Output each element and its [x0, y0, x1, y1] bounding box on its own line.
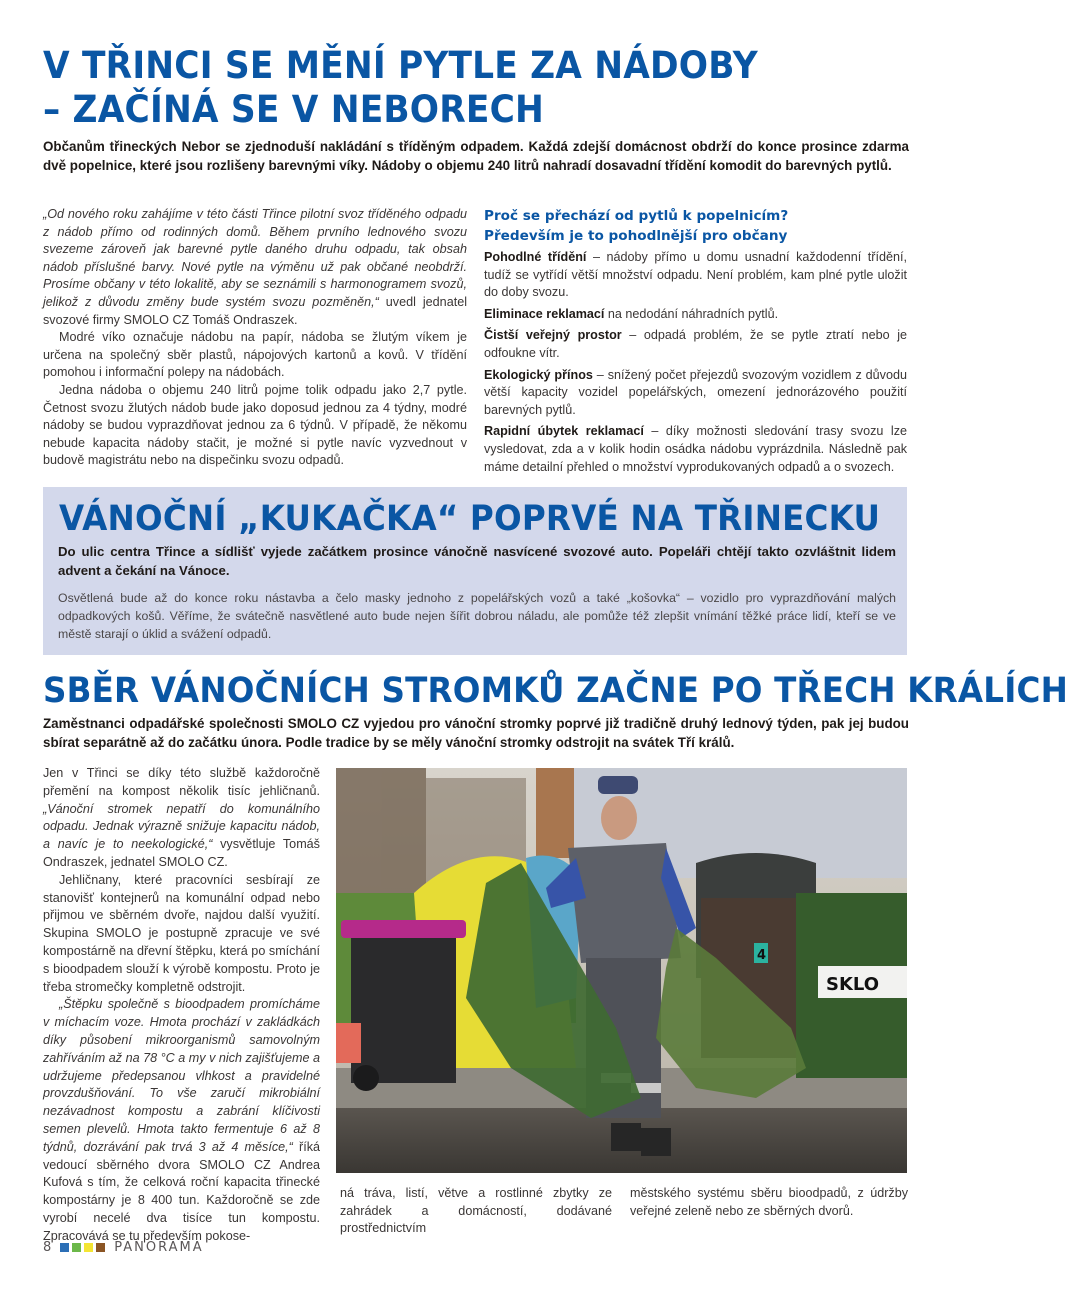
article1-paragraph-3: Jedna nádoba o objemu 240 litrů pojme tolik odpadu jako 2,7 pytle. Četnost svozu žlutých nádob bude jako doposud jednou za 4 týdny, modré nádoby se budou vyprazdňovat jednou za 6 týdnů. V případě, že někomu nebude kapacita nádoby stačit, je možné si pytle navíc vyzvednout v budově magistrátu nebo na dispečinku svozu odpadů.	[43, 382, 467, 468]
benefit-item	[484, 423, 907, 476]
article3-p3-text: říká vedoucí sběrného dvora SMOLO CZ Andrea Kufová s tím, že celková roční kapacita třinecké kompostárny je 8 400 tun. Každoročně se zde vyrobí necelé dva tisíce tun kompostu. Zpracovává se tu především pokose-	[43, 1139, 320, 1243]
benefit-term: Čistší veřejný prostor	[484, 328, 622, 343]
article3-paragraph-1	[43, 765, 320, 872]
photo-red-object	[336, 1023, 361, 1063]
photo-worker-boot-left	[611, 1123, 641, 1151]
photo-illustration	[336, 768, 907, 1173]
benefit-term: Rapidní úbytek reklamací	[484, 424, 644, 439]
photo-sklo-text: SKLO	[826, 974, 880, 995]
photo-building-pillar	[536, 768, 574, 858]
article3-left-column	[43, 765, 320, 1246]
article2-title: VÁNOČNÍ „KUKAČKA“ POPRVÉ NA TŘINECKU	[59, 499, 881, 539]
article1-sidebar-heading	[484, 206, 907, 246]
article2-lead: Do ulic centra Třince a sídlišť vyjede začátkem prosince vánočně nasvícené svozové auto. Popeláři chtějí takto ozvláštnit lidem advent a čekání na Vánoce.	[58, 544, 896, 578]
article1-right-column	[484, 206, 907, 480]
footer-square-blue	[60, 1243, 69, 1252]
page-footer	[43, 1238, 204, 1256]
photo-worker-cap	[598, 776, 638, 794]
article3-p3-quote: „Štěpku společně s bioodpadem promícháme v míchacím voze. Hmota prochází v zakládkách díky působení mikroorganismů samovolným zahříváním až na 78 °C a my v nich zajišťujeme a udržujeme předepsanou vlhkost a pravidelné provzdušňování. To vše zaručí mikrobiální nezávadnost kompostu a zabrání klíčivosti semen plevelů. Hmota takto fermentuje 6 až 8 týdnů, dozrávání pak trvá 3 až 4 měsíce,“	[43, 997, 320, 1154]
article3-p1-quote: „Vánoční stromek nepatří do komunálního odpadu. Jednak výrazně snižuje kapacitu nádob, a navíc je to neekologické,“	[43, 801, 320, 852]
article3-column-2: ná tráva, listí, větve a rostlinné zbytky ze zahrádek a domácností, dodávané prostřednictvím	[340, 1186, 612, 1236]
article1-left-column	[43, 206, 467, 470]
article1-quote-paragraph	[43, 206, 467, 329]
article2-body: Osvětlená bude až do konce roku nástavba a čelo masky jednoho z popelářských vozů a také „košovka“ – vozidlo pro vyprazdňování malých odpadkových košů. Věříme, že svátečně nasvětlené auto bude nejen šířit dobrou náladu, ale pomůže též zlepšit vnímání těžké práce lidí, kteří se ve městě starají o úklid a svážení odpadů.	[58, 591, 896, 641]
benefit-text: – nádoby přímo u domu usnadní každodenní třídění, tudíž se vytřídí větší množství odpadu. Není problém, kam plné pytle uložit do doby svozu.	[484, 250, 907, 300]
benefit-term: Eliminace reklamací	[484, 306, 605, 321]
photo-black-bin	[351, 933, 456, 1083]
benefit-text: na nedodání náhradních pytlů.	[604, 306, 779, 321]
photo-number-text: 4	[757, 948, 767, 963]
article3-title: SBĚR VÁNOČNÍCH STROMKŮ ZAČNE PO TŘECH KRÁLÍCH	[43, 671, 1068, 711]
footer-square-brown	[96, 1243, 105, 1252]
footer-square-yellow	[84, 1243, 93, 1252]
article3-paragraph-2: Jehličnany, které pracovníci sesbírají ze stanovišť kontejnerů na komunální odpad nebo přijmou ve sběrném dvoře, najdou další využití. Skupina SMOLO je postupně zpracuje ve své kompostárně na dřevní štěpku, která po smíchání s bioodpadem slouží k výrobě kompostu. Proto je třeba stromečky kompletně odstrojit.	[43, 872, 320, 994]
article3-lead: Zaměstnanci odpadářské společnosti SMOLO CZ vyjedou pro vánoční stromky poprvé již tradičně druhý lednový týden, pak jej budou sbírat separátně až do začátku února. Podle tradice by se měly vánoční stromky odstrojit na svátek Tří králů.	[43, 716, 909, 750]
benefit-term: Pohodlné třídění	[484, 250, 587, 264]
benefit-item	[484, 306, 907, 324]
page-number: 8	[43, 1239, 52, 1255]
photo-worker-with-christmas-trees	[336, 768, 907, 1173]
article1-paragraph-2: Modré víko označuje nádobu na papír, nádoba se žlutým víkem je určena na společný sběr plastů, nápojových kartonů a kovů. V třídění pomohou i informační polepy na nádobách.	[43, 330, 467, 380]
article1-sidebar-heading-line2: Především je to pohodlnější pro občany	[484, 228, 788, 244]
benefit-item	[484, 249, 907, 302]
photo-worker-face	[601, 796, 637, 840]
article1-quote: „Od nového roku zahájíme v této části Třince pilotní svoz tříděného odpadu z nádob přímo od rodinných domů. Během prvního lednového svozu svezeme zároveň jak barevné pytle daného druhu odpadu, tak obsah nádob příslušné barvy. Nové pytle na výměnu už pak občané neobdrží. Prosíme občany v této lokalitě, aby se seznámili s harmonogramem svozů, jelikož z důvodu změny bude systém svozu pozměněn,“	[43, 207, 467, 309]
photo-purple-lid	[341, 920, 466, 938]
footer-square-green	[72, 1243, 81, 1252]
article1-quote-attribution: uvedl jednatel svozové firmy SMOLO CZ Tomáš Ondraszek.	[43, 294, 467, 327]
article1-title-line1: V TŘINCI SE MĚNÍ PYTLE ZA NÁDOBY	[43, 44, 758, 87]
article1-sidebar-heading-line1: Proč se přechází od pytlů k popelnicím?	[484, 208, 789, 224]
article1-title-line2: – ZAČÍNÁ SE V NEBORECH	[43, 88, 545, 131]
benefit-text: – snížený počet přejezdů svozovým vozidlem z důvodu větší kapacity vozidel popelářských, omezení jednorázového použití barevných pytlů.	[484, 367, 907, 417]
article3-column-3: městského systému sběru bioodpadů, z údržby veřejné zeleně nebo ze sběrných dvorů.	[630, 1186, 908, 1218]
benefit-term: Ekologický přínos	[484, 367, 593, 382]
photo-worker-boot-right	[641, 1128, 671, 1156]
photo-bin-wheel	[353, 1065, 379, 1091]
benefit-item	[484, 327, 907, 362]
article1-lead: Občanům třineckých Nebor se zjednoduší nakládání s tříděným odpadem. Každá zdejší domácnost obdrží do konce prosince zdarma dvě popelnice, které jsou rozlišeny barevnými víky. Nádoby o objemu 240 litrů nahradí dosavadní třídění komodit do barevných pytlů.	[43, 139, 909, 173]
benefit-text: – odpadá problém, že se pytle ztratí nebo je odfoukne vítr.	[484, 328, 908, 360]
article1-title	[43, 44, 852, 132]
article3-paragraph-3	[43, 996, 320, 1245]
magazine-brand: PANORAMA	[114, 1239, 204, 1255]
article-kukacka-box	[43, 487, 907, 655]
benefit-text: – díky možnosti sledování trasy svozu lze vysledovat, zda a v kolik hodin osádka nádobu vyprázdnila. Následně pak máme detailní přehled o množství vyprodukovaných odpadů a o svozech.	[484, 424, 908, 474]
article3-p1-attribution: vysvětluje Tomáš Ondraszek, jednatel SMOLO CZ.	[43, 837, 320, 869]
article3-p1-text: Jen v Třinci se díky této službě každoročně přemění na kompost několik tisíc jehličnanů.	[43, 766, 320, 798]
benefit-item	[484, 367, 907, 420]
